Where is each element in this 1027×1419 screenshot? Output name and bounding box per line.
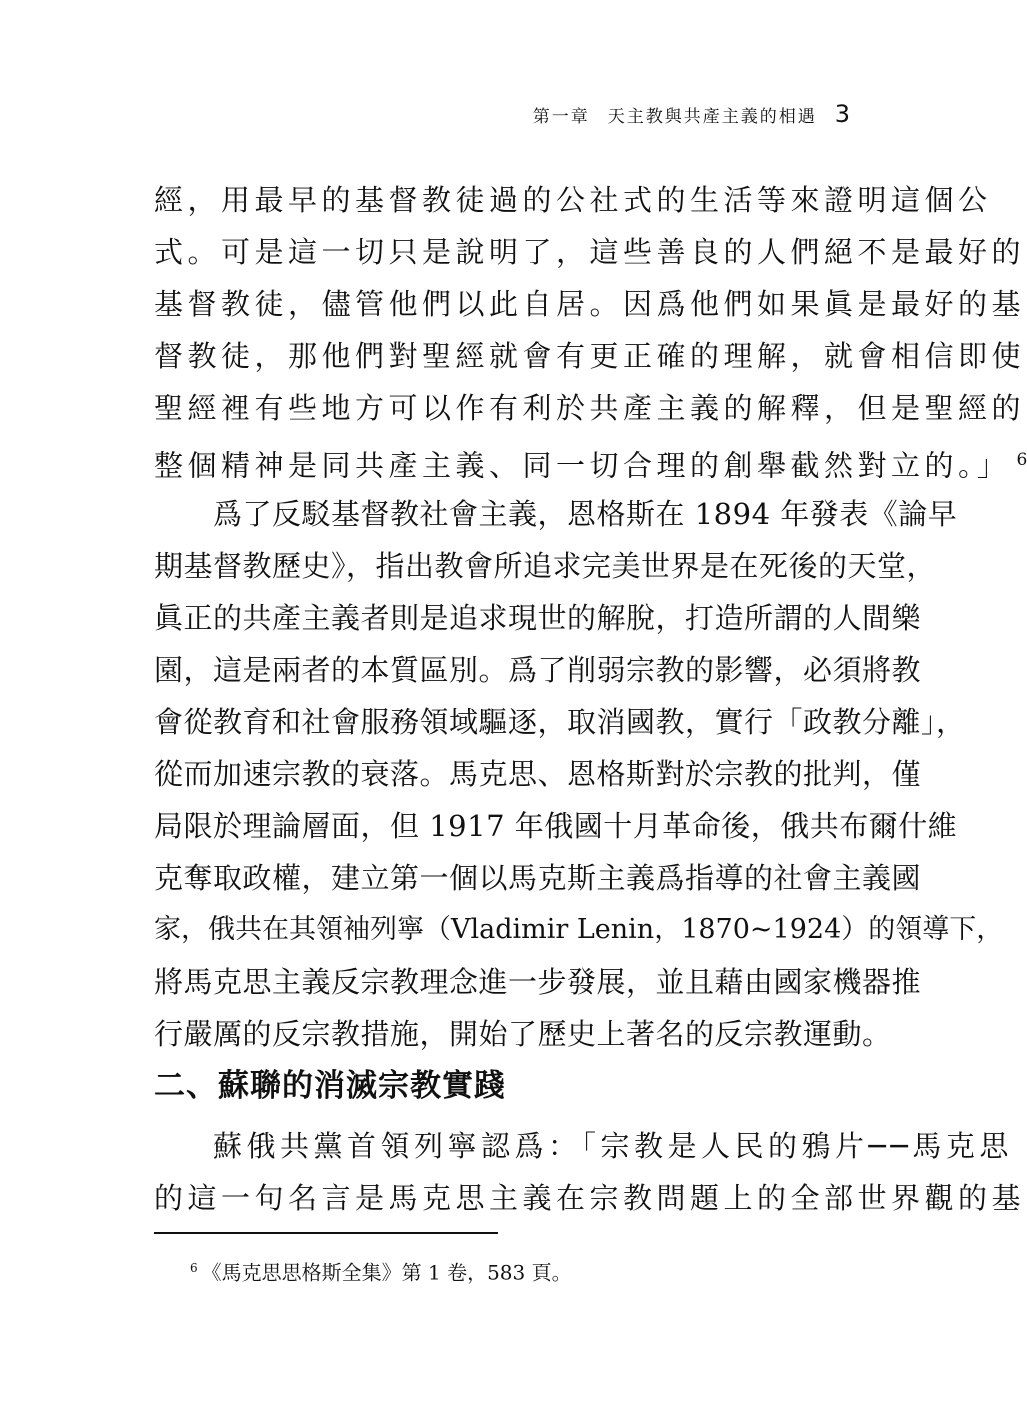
running-header — [533, 100, 850, 134]
page-number: 3 — [834, 100, 850, 128]
paragraph-line: 將馬克思主義反宗教理念進一步發展，並且藉由國家機器推 — [154, 965, 922, 999]
quote-line: 聖經裡有些地方可以作有利於共產主義的解釋，但是聖經的 — [154, 391, 1026, 425]
paragraph-line: 從而加速宗教的衰落。馬克思、恩格斯對於宗教的批判，僅 — [154, 757, 922, 791]
paragraph-line: 會從教育和社會服務領域驅逐，取消國教，實行「政教分離」， — [154, 705, 966, 739]
paragraph-line: 眞正的共產主義者則是追求現世的解脫，打造所謂的人間樂 — [154, 601, 922, 635]
footnote — [190, 1254, 572, 1287]
quote-text: 整個精神是同共產主義、同一切合理的創舉截然對立的。」 — [154, 448, 1011, 483]
quote-line: 基督教徒，儘管他們以此自居。因爲他們如果眞是最好的基 — [154, 287, 1026, 321]
section-line: 蘇俄共黨首領列寧認爲：「宗教是人民的鴉片──馬克思 — [213, 1129, 1013, 1163]
footnote-mark: 6 — [190, 1261, 198, 1275]
paragraph-line: 局限於理論層面，但 1917 年俄國十月革命後，俄共布爾什維 — [154, 809, 958, 843]
section-heading: 二、蘇聯的消滅宗教實踐 — [154, 1068, 506, 1104]
quote-line: 經，用最早的基督教徒過的公社式的生活等來證明這個公 — [154, 183, 992, 217]
paragraph-line: 行嚴厲的反宗教措施，開始了歷史上著名的反宗教運動。 — [154, 1017, 892, 1051]
paragraph-line: 爲了反駁基督教社會主義，恩格斯在 1894 年發表《論早 — [213, 497, 958, 531]
paragraph-line: 園，這是兩者的本質區別。爲了削弱宗教的影響，必須將教 — [154, 653, 922, 687]
paragraph-line: 家，俄共在其領袖列寧（Vladimir Lenin，1870~1924）的領導下， — [154, 914, 1004, 945]
quote-line: 式。可是這一切只是說明了，這些善良的人們絕不是最好的 — [154, 235, 1026, 269]
footnote-divider — [154, 1232, 498, 1234]
paragraph-line: 期基督教歷史》，指出教會所追求完美世界是在死後的天堂， — [154, 549, 937, 583]
footnote-reference: 6 — [1016, 450, 1027, 470]
footnote-text: 《馬克思思格斯全集》第 1 卷，583 頁。 — [201, 1260, 572, 1285]
header-title: 天主教與共產主義的相遇 — [607, 107, 817, 127]
section-line: 的這一句名言是馬克思主義在宗教問題上的全部世界觀的基 — [154, 1181, 1026, 1215]
quote-line-last — [154, 440, 1027, 483]
quote-line: 督教徒，那他們對聖經就會有更正確的理解，就會相信即使 — [154, 339, 1026, 373]
paragraph-line: 克奪取政權，建立第一個以馬克斯主義爲指導的社會主義國 — [154, 861, 922, 895]
header-chapter: 第一章 — [532, 107, 590, 127]
